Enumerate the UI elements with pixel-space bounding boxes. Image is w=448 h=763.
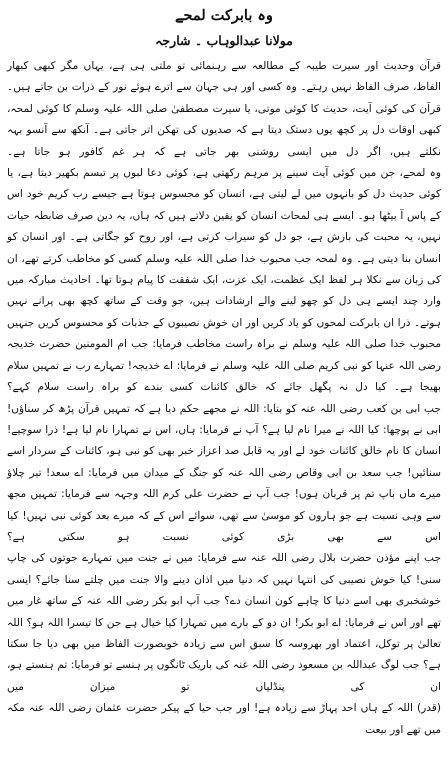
paragraph-2: وہ لمحے، جن میں کوئی آیت سینے پر مرہم رکھتی ہے، کوئی دعا لبوں پر تبسم بکھیر دیتا ہے، یا کوئی حدیث دل کو بانہوں میں لے لیتی ہے، انسان کو محسوس ہوتا ہے جیسے رب کریم خود اس کے پاس آ بیٹھا ہو۔ ایسے ہی لمحات انسان کو یقین دلاتے ہیں کہ ہاں، یہ دین صرف ضابطہ حیات نہیں، یہ محبت کی بارش ہے، جو دل کو سیراب کرتی ہے، اور روح کو جگاتی ہے۔ اور انسان کو انسان بنا دیتی ہے۔ وہ لمحہ جب محبوب خدا صلی اللہ علیہ وسلم کسی کو مخاطب کرتے تھے، ان کی زبان سے نکلا ہر لفظ ایک عظمت، ایک عزت، ایک شفقت کا پیام ہوتا تھا۔ احادیث مبارکہ میں وارد چند ایسے ہی دل کو چھو لینے والے ارشادات ہیں، جو وقت کے ساتھ کچھ بھی پرانے نہیں ہوتے۔ ذرا ان بابرکت لمحوں کو یاد کریں اور ان خوش نصیبوں کے جذبات کو محسوس کریں جنہیں محبوب خدا صلی اللہ علیہ وسلم نے براہ راست مخاطب فرمایا: جب ام المومنین حضرت خدیجہ رضی اللہ عنہا کو نبی کریم صلی اللہ علیہ وسلم نے فرمایا: اے خدیجہ! تمہارے رب نے تمہیں سلام بھیجا ہے۔ کیا دل نہ پگھل جائے کہ خالق کائنات کسی بندے کو براہ راست سلام کہے؟ — [7, 167, 441, 394]
article-byline: مولانا عبدالوہاب ۔ شارجہ — [155, 33, 293, 48]
article-title: وہ بابرکت لمحے — [175, 7, 273, 24]
article-body — [7, 56, 441, 741]
paragraph-3: جب ابی بن کعب رضی اللہ عنہ کو بتایا: اللہ نے مجھے حکم دیا ہے کہ تمہیں قرآن پڑھ کر سناؤں! ابی نے پوچھا: کیا اللہ نے میرا نام لیا ہے؟ آپ نے فرمایا: ہاں، اس نے تمہارا نام لیا ہے! ذرا سوچیے! انسان کا نام خالق کائنات خود لے اور یہ قابل صد اعزاز خبر بھی کو نبی ہو، کائنات کے سردار اسے سنائیں! جب سعد بن ابی وقاص رضی اللہ عنہ کو جنگ کے میدان میں فرمایا: اے سعد! تیر چلاؤ میرے ماں باپ تم پر قربان ہوں! جب آپ نے حضرت علی کرم اللہ وجہہ سے فرمایا: تمہیں مجھ سے وہی نسبت ہے جو ہارون کو موسیٰ سے تھی، سوائے اس کے کہ میرے بعد کوئی نبی نہیں! کیا اس سے بھی بڑی کوئی نسبت ہو سکتی ہے؟ — [7, 402, 441, 543]
paragraph-5: (قدر) اللہ کے ہاں احد پہاڑ سے زیادہ ہے! اور جب حیا کے پیکر حضرت عثمان رضی اللہ عنہ مکہ میں تھے اور بیعت — [7, 702, 441, 736]
paragraph-1: قرآن وحدیث اور سیرت طیبہ کے مطالعہ سے رہنمائی تو ملتی ہی ہے، یہاں مگر کبھی کبھار الفاظ، صرف الفاظ نہیں رہتے۔ وہ کسی اور ہی جہان سے اترے ہوئے نور کے ذرات بن جاتے ہیں۔ قرآن کی کوئی آیت، حدیث کا کوئی موتی، یا سیرت مصطفیٰ صلی اللہ علیہ وسلم کا کوئی لمحہ، کبھی اوقات دل پر کچھ یوں دستک دیتا ہے کہ صدیوں کی تھکن اتر جاتی ہے۔ آنکھ سے آنسو بہہ نکلتے ہیں، اگر دل میں ایسی روشنی بھر جاتی ہے کہ ہر غم کافور ہو جاتا ہے۔ — [7, 60, 441, 158]
paragraph-4: جب اپنے مؤذن حضرت بلال رضی اللہ عنہ سے فرمایا: میں نے جنت میں تمہارے جوتوں کی چاپ سنی! کیا خوش نصیبی کی انتہا نہیں کہ دنیا میں اذان دینے والا جنت میں چلتے سنا جائے؟ ایسی خوشخبری بھی اسے دنیا کا چاہے کون انسان دے؟ جب آپ ابو بکر رضی اللہ عنہ کے ساتھ غار میں تھے اور اس نے فرمایا: اے ابو بکر! ان دو کے بارے میں تمہارا کیا خیال ہے جن کا تیسرا اللہ ہو؟ اللہ تعالیٰ پر توکل، اعتماد اور بھروسہ کا سبق اس سے زیادہ خوبصورت الفاظ میں بھی دیا جا سکتا ہے؟ جب لوگ عبداللہ بن مسعود رضی اللہ عنہ کی باریک ٹانگوں پر ہنسے تو فرمایا: تم ہنستے ہو، ان کی پنڈلیاں تو میزان میں — [7, 552, 441, 693]
